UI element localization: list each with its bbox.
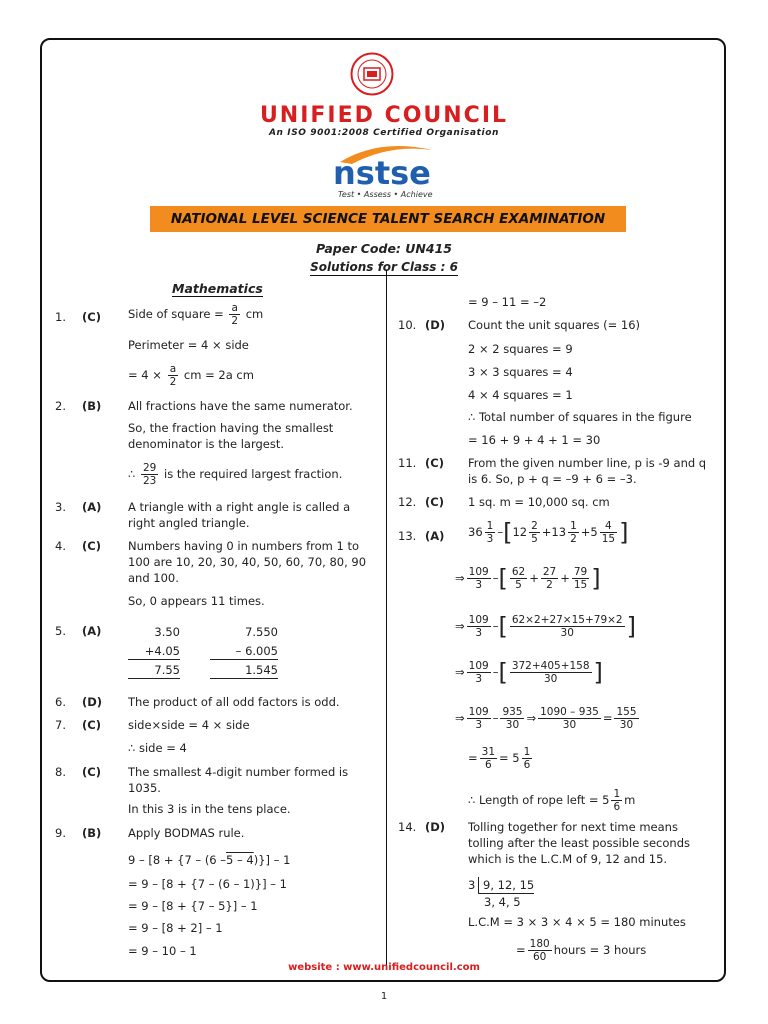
solutions-heading-text: Solutions for Class : 6 bbox=[310, 260, 458, 274]
q1-answer: (C) bbox=[82, 310, 101, 324]
denominator: 3 bbox=[475, 627, 482, 639]
q2-line1: All fractions have the same numerator. bbox=[128, 399, 353, 413]
solutions-heading bbox=[0, 260, 768, 274]
nstse-wordmark: nstse bbox=[333, 154, 431, 192]
right-bracket: ] bbox=[626, 612, 636, 641]
denominator: 3 bbox=[475, 719, 482, 731]
denominator: 3 bbox=[475, 579, 482, 591]
fraction bbox=[500, 706, 524, 731]
q9-line5: = 9 – [8 + 2] – 1 bbox=[128, 921, 223, 935]
numerator: 1090 – 935 bbox=[540, 706, 599, 718]
q5-addend2: +4.05 bbox=[128, 643, 180, 660]
q9-continued: = 9 – 11 = –2 bbox=[468, 295, 547, 309]
fraction bbox=[541, 566, 558, 591]
q8-line1: The smallest 4-digit number formed is 1035. bbox=[128, 765, 349, 795]
denominator: 30 bbox=[505, 719, 520, 731]
q13-answer: (A) bbox=[425, 529, 445, 543]
numerator: 372+405+158 bbox=[511, 660, 590, 672]
right-bracket: ] bbox=[593, 658, 603, 687]
q1-text: = 4 × bbox=[128, 368, 162, 382]
q7-answer: (C) bbox=[82, 718, 101, 732]
q3-line1: A triangle with a right angle is called a right angled triangle. bbox=[128, 500, 351, 530]
q14-line1: Tolling together for next time means tolling after the least possible seconds which is the L.C.M of 9, 12 and 15. bbox=[468, 820, 690, 866]
denominator: 2 bbox=[169, 376, 177, 388]
left-bracket: [ bbox=[498, 612, 508, 641]
q9-line6: = 9 – 10 – 1 bbox=[128, 944, 197, 958]
q5-minuend: 7.550 bbox=[245, 625, 278, 639]
q1-number: 1. bbox=[55, 310, 66, 324]
fraction bbox=[467, 566, 491, 591]
fraction bbox=[538, 706, 601, 731]
q10-line1: Count the unit squares (= 16) bbox=[468, 318, 640, 332]
tagline: Test • Assess • Achieve bbox=[338, 190, 433, 199]
fraction bbox=[467, 614, 491, 639]
q2-number: 2. bbox=[55, 399, 66, 413]
q4-number: 4. bbox=[55, 539, 66, 553]
numerator: 79 bbox=[573, 566, 588, 578]
q7-number: 7. bbox=[55, 718, 66, 732]
subject-heading: Mathematics bbox=[172, 281, 263, 296]
expr-vinculum: 5 – 4 bbox=[226, 853, 254, 867]
numerator: 29 bbox=[142, 462, 157, 474]
q5-number: 5. bbox=[55, 624, 66, 638]
q5-subtrahend: – 6.005 bbox=[210, 643, 278, 660]
whole: 36 bbox=[468, 525, 483, 539]
operator: – bbox=[492, 619, 499, 633]
numerator: a bbox=[168, 363, 179, 376]
q2-text: is the required largest fraction. bbox=[164, 467, 343, 481]
unit: m bbox=[624, 793, 636, 807]
q7-line1: side×side = 4 × side bbox=[128, 718, 250, 732]
q8-line2: In this 3 is in the tens place. bbox=[128, 802, 291, 816]
q11-line1: From the given number line, p is -9 and q is 6. So, p + q = –9 + 6 = –3. bbox=[468, 456, 707, 486]
left-bracket: [ bbox=[498, 658, 508, 687]
fraction bbox=[568, 520, 579, 545]
numerator: 31 bbox=[481, 746, 496, 758]
numerator: 109 bbox=[468, 614, 489, 626]
q2-fraction bbox=[141, 462, 158, 487]
denominator: 30 bbox=[562, 719, 577, 731]
q10-line6: = 16 + 9 + 4 + 1 = 30 bbox=[468, 433, 601, 447]
q3-answer: (A) bbox=[82, 500, 102, 514]
organisation-subtitle: An ISO 9001:2008 Certified Organisation bbox=[268, 128, 500, 138]
whole: +5 bbox=[580, 525, 598, 539]
whole: +13 bbox=[541, 525, 567, 539]
numerator: 109 bbox=[468, 706, 489, 718]
right-bracket: ] bbox=[591, 564, 601, 593]
q1-unit: cm bbox=[245, 307, 264, 321]
numerator: 180 bbox=[529, 938, 550, 950]
q3-number: 3. bbox=[55, 500, 66, 514]
q9-number: 9. bbox=[55, 826, 66, 840]
q14-number: 14. bbox=[398, 820, 417, 834]
q9-line4: = 9 – [8 + {7 – 5}] – 1 bbox=[128, 899, 258, 913]
operator: – bbox=[492, 711, 499, 725]
denominator: 3 bbox=[475, 673, 482, 685]
q6-answer: (D) bbox=[82, 695, 103, 709]
numerator: 62 bbox=[511, 566, 526, 578]
q5-sum: 7.55 bbox=[128, 662, 180, 679]
lcm-divisor: 3 bbox=[468, 878, 476, 892]
q10-answer: (D) bbox=[425, 318, 446, 332]
q10-line2: 2 × 2 squares = 9 bbox=[468, 342, 573, 356]
result-text: hours = 3 hours bbox=[553, 943, 647, 957]
denominator: 30 bbox=[543, 673, 558, 685]
numerator: 109 bbox=[468, 566, 489, 578]
q8-answer: (C) bbox=[82, 765, 101, 779]
implies-arrow: ⇒ bbox=[455, 665, 465, 679]
q12-answer: (C) bbox=[425, 495, 444, 509]
q10-number: 10. bbox=[398, 318, 417, 332]
q5-difference: 1.545 bbox=[210, 662, 278, 679]
numerator: 1 bbox=[613, 788, 621, 800]
denominator: 6 bbox=[613, 801, 621, 813]
q1-fraction bbox=[168, 363, 179, 388]
implies-arrow: ⇒ bbox=[455, 711, 465, 725]
denominator: 30 bbox=[619, 719, 634, 731]
fraction bbox=[485, 520, 496, 545]
fraction bbox=[528, 938, 552, 963]
result-text: ∴ Length of rope left = 5 bbox=[468, 793, 610, 807]
whole: 12 bbox=[512, 525, 528, 539]
denominator: 6 bbox=[523, 759, 531, 771]
q10-line5: ∴ Total number of squares in the figure bbox=[468, 410, 692, 424]
numerator: 155 bbox=[616, 706, 637, 718]
denominator: 5 bbox=[531, 533, 538, 545]
q7-line2: ∴ side = 4 bbox=[128, 741, 187, 755]
equals: = 5 bbox=[499, 751, 520, 765]
denominator: 15 bbox=[573, 579, 588, 591]
left-bracket: [ bbox=[503, 518, 513, 547]
q14-answer: (D) bbox=[425, 820, 446, 834]
column-divider bbox=[386, 270, 387, 965]
q12-number: 12. bbox=[398, 495, 417, 509]
q2-answer: (B) bbox=[82, 399, 102, 413]
q14-line2: L.C.M = 3 × 3 × 4 × 5 = 180 minutes bbox=[468, 915, 686, 929]
numerator: 1 bbox=[523, 746, 531, 758]
q1-text: Side of square = bbox=[128, 307, 224, 321]
banner-text: NATIONAL LEVEL SCIENCE TALENT SEARCH EXAMINATION bbox=[170, 211, 606, 227]
swoosh-icon bbox=[330, 140, 440, 200]
fraction bbox=[467, 706, 491, 731]
lcm-row2: 3, 4, 5 bbox=[484, 895, 521, 909]
operator: – bbox=[492, 571, 499, 585]
numerator: 62×2+27×15+79×2 bbox=[511, 614, 623, 626]
q13-step2 bbox=[455, 566, 601, 591]
implies-arrow: ⇒ bbox=[455, 571, 465, 585]
website-link[interactable]: website : www.unifiedcouncil.com bbox=[288, 962, 480, 973]
q13-step5 bbox=[455, 706, 641, 731]
paper-code: Paper Code: UN415 bbox=[316, 241, 452, 256]
denominator: 6 bbox=[484, 759, 492, 771]
fraction bbox=[522, 746, 533, 771]
q13-step6 bbox=[468, 746, 534, 771]
q13-step3 bbox=[455, 614, 636, 639]
numerator: a bbox=[229, 302, 240, 315]
q1-fraction bbox=[229, 302, 240, 327]
q2-line2: So, the fraction having the smallest denominator is the largest. bbox=[128, 421, 334, 451]
fraction bbox=[611, 788, 622, 813]
q11-answer: (C) bbox=[425, 456, 444, 470]
equals: = bbox=[602, 711, 613, 725]
page-number: 1 bbox=[380, 991, 388, 1002]
right-bracket: ] bbox=[619, 518, 629, 547]
numerator: 27 bbox=[542, 566, 557, 578]
denominator: 2 bbox=[546, 579, 553, 591]
fraction bbox=[572, 566, 589, 591]
q1-result: cm = 2a cm bbox=[183, 368, 254, 382]
left-bracket: [ bbox=[498, 564, 508, 593]
numerator: 109 bbox=[468, 660, 489, 672]
q9-line1: Apply BODMAS rule. bbox=[128, 826, 245, 840]
operator: + bbox=[560, 571, 570, 585]
fraction bbox=[467, 660, 491, 685]
q1-line3 bbox=[128, 363, 254, 388]
fraction bbox=[600, 520, 617, 545]
numerator: 1 bbox=[486, 520, 494, 532]
q6-line1: The product of all odd factors is odd. bbox=[128, 695, 340, 709]
q4-line2: So, 0 appears 11 times. bbox=[128, 594, 265, 608]
operator: + bbox=[529, 571, 539, 585]
q5-addend1: 3.50 bbox=[154, 625, 180, 639]
fraction bbox=[480, 746, 497, 771]
implies-arrow: ⇒ bbox=[526, 711, 537, 725]
denominator: 60 bbox=[532, 951, 547, 963]
fraction bbox=[529, 520, 540, 545]
operator: – bbox=[497, 525, 504, 539]
q8-number: 8. bbox=[55, 765, 66, 779]
fraction bbox=[510, 660, 592, 685]
q13-result bbox=[468, 788, 635, 813]
implies-arrow: ⇒ bbox=[455, 619, 465, 633]
nstse-logo bbox=[330, 140, 440, 200]
equals: = bbox=[516, 943, 526, 957]
denominator: 23 bbox=[142, 475, 157, 487]
organisation-title: UNIFIED COUNCIL bbox=[259, 103, 509, 128]
fraction bbox=[614, 706, 638, 731]
q9-answer: (B) bbox=[82, 826, 102, 840]
numerator: 2 bbox=[531, 520, 538, 532]
therefore-symbol: ∴ bbox=[128, 467, 136, 481]
q13-number: 13. bbox=[398, 529, 417, 543]
q6-number: 6. bbox=[55, 695, 66, 709]
q9-line2 bbox=[128, 852, 290, 868]
q14-line3 bbox=[516, 938, 646, 963]
exam-banner bbox=[150, 206, 626, 232]
q4-answer: (C) bbox=[82, 539, 101, 553]
q5-answer: (A) bbox=[82, 624, 102, 638]
fraction bbox=[510, 566, 527, 591]
expr-part: )}] – 1 bbox=[253, 853, 291, 867]
q13-step1 bbox=[468, 520, 628, 545]
expr-part: 9 – [8 + {7 – (6 – bbox=[128, 853, 227, 867]
q2-line3 bbox=[128, 462, 342, 487]
q10-line3: 3 × 3 squares = 4 bbox=[468, 365, 573, 379]
denominator: 2 bbox=[570, 533, 577, 545]
denominator: 15 bbox=[601, 533, 616, 545]
q11-number: 11. bbox=[398, 456, 417, 470]
q1-line1 bbox=[128, 302, 263, 327]
denominator: 30 bbox=[560, 627, 574, 639]
q13-step4 bbox=[455, 660, 603, 685]
numerator: 4 bbox=[600, 520, 617, 533]
lcm-row1: 9, 12, 15 bbox=[478, 877, 534, 894]
q1-line2: Perimeter = 4 × side bbox=[128, 338, 249, 352]
operator: – bbox=[492, 665, 499, 679]
q12-line1: 1 sq. m = 10,000 sq. cm bbox=[468, 495, 610, 509]
q10-line4: 4 × 4 squares = 1 bbox=[468, 388, 573, 402]
denominator: 3 bbox=[486, 533, 494, 545]
q4-line1: Numbers having 0 in numbers from 1 to 100 are 10, 20, 30, 40, 50, 60, 70, 80, 90 and 100. bbox=[128, 539, 367, 585]
numerator: 935 bbox=[502, 706, 523, 718]
unified-council-seal-logo bbox=[350, 52, 394, 96]
q9-line3: = 9 – [8 + {7 – (6 – 1)}] – 1 bbox=[128, 877, 287, 891]
equals: = bbox=[468, 751, 478, 765]
fraction bbox=[510, 614, 625, 639]
denominator: 5 bbox=[515, 579, 522, 591]
denominator: 2 bbox=[231, 315, 239, 327]
numerator: 1 bbox=[570, 520, 577, 532]
